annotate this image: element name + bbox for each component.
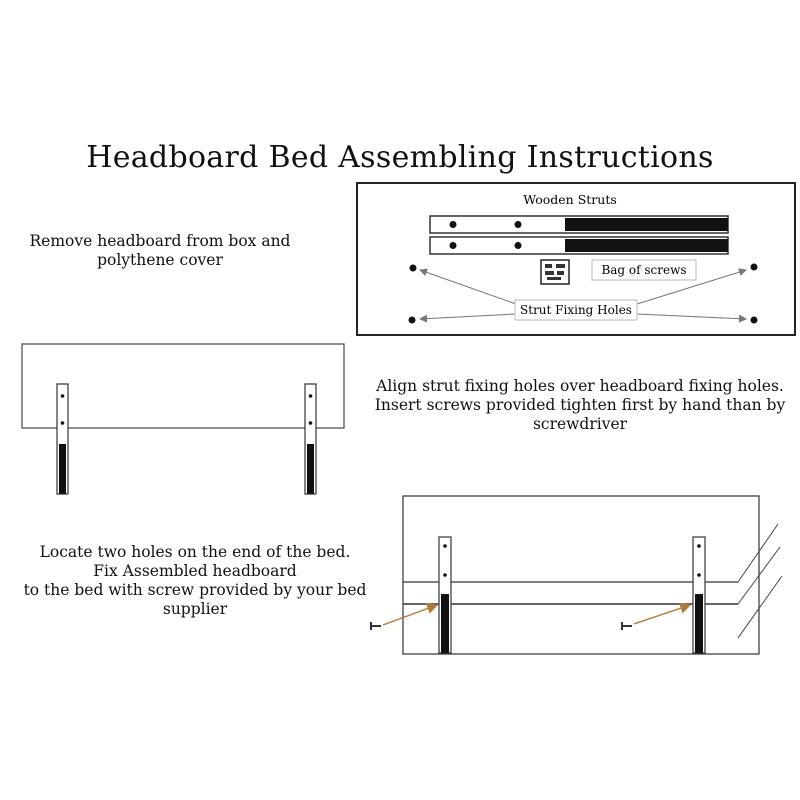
step-align-struts-text: Align strut fixing holes over headboard fixing holes. Insert screws provided tighten first by hand than by screwdriver [374, 377, 786, 433]
right-strut [305, 384, 316, 494]
wooden-struts-label: Wooden Struts [523, 192, 617, 207]
bed-screw-left-icon [371, 622, 381, 630]
right-strut-on-bed [693, 537, 705, 653]
headboard-panel [22, 344, 344, 428]
step-remove-packaging-text: Remove headboard from box and polythene cover [29, 232, 291, 269]
left-strut [57, 384, 68, 494]
wooden-strut-top [430, 216, 728, 233]
bag-of-screws-label: Bag of screws [601, 263, 687, 277]
strut-fixing-holes-label: Strut Fixing Holes [520, 303, 632, 317]
bag-of-screws-icon [541, 260, 569, 284]
wooden-strut-bottom [430, 237, 728, 254]
headboard-fixed-to-bed-diagram [371, 496, 782, 654]
parts-box-diagram [357, 183, 795, 335]
step-fix-to-bed-text: Locate two holes on the end of the bed. Fix Assembled headboard to the bed with screw provided by your bed supplier [23, 543, 367, 618]
headboard-with-struts-diagram [22, 344, 344, 494]
page-title: Headboard Bed Assembling Instructions [86, 140, 714, 175]
left-strut-on-bed [439, 537, 451, 653]
